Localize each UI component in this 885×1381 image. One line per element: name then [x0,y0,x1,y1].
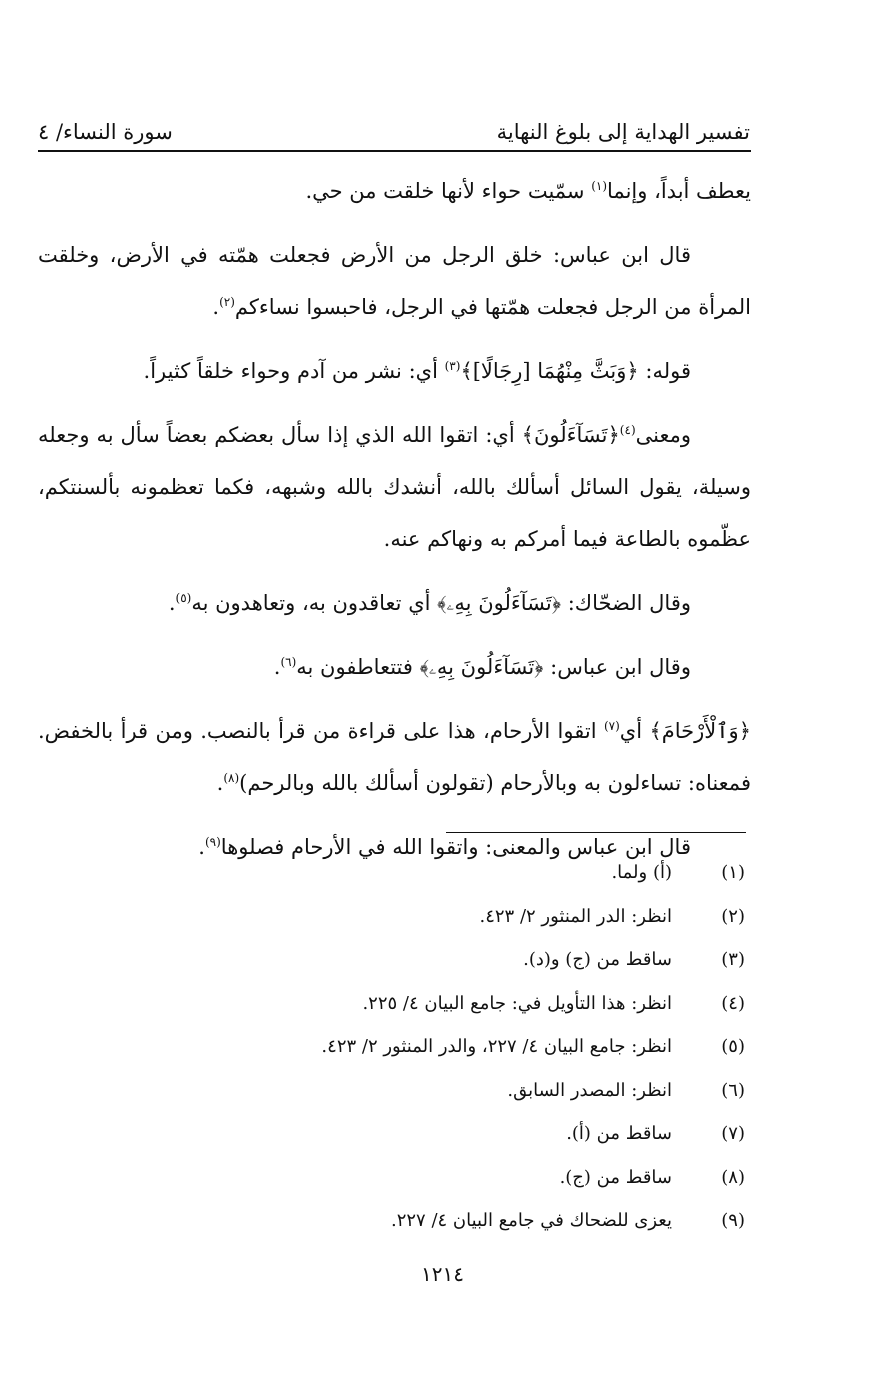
text-run: فتتعاطفون به [296,655,420,679]
text-run: قال ابن عباس: خلق الرجل من الأرض فجعلت همّته في الأرض، وخلقت المرأة من الرجل فجعلت همّتها في الرجل، فاحبسوا نساءكم [38,243,751,319]
footnote-item [38,1156,751,1200]
text-run: . [216,771,224,795]
footnote-ref: (٨) [223,771,240,785]
text-run: . [198,835,205,859]
text-run: وقال ابن عباس: [543,655,691,679]
footnote-number: (٦) [721,1079,745,1101]
text-run: أي تعاقدون به، وتعاهدون به [191,591,438,615]
text-run: سمّيت حواء لأنها خلقت من حي. [305,179,592,203]
footnote-text: انظر: جامع البيان ٤/ ٢٢٧، والدر المنثور ٢/ ٤٢٣. [321,1036,672,1057]
text-run: . [168,591,176,615]
footnote-item [38,1025,751,1069]
footnote-item [38,1199,751,1243]
footnote-text: يعزى للضحاك في جامع البيان ٤/ ٢٢٧. [390,1210,672,1231]
footnote-number: (٢) [721,905,745,927]
book-title: تفسير الهداية إلى بلوغ النهاية [496,120,750,144]
text-run: أي: اتقوا الله الذي إذا سأل بعضكم بعضاً سأل به وجعله وسيلة، يقول السائل أسألك بالله، أنشدك بالله وشبهه، فكما تعظمونه بألسنتكم، عظّموه بالطاعة فيما أمركم به ونهاكم عنه. [38,423,751,551]
text-run: قوله: [638,359,691,383]
paragraph-7 [38,705,751,809]
footnote-text: انظر: الدر المنثور ٢/ ٤٢٣. [479,905,672,927]
footnote-number: (١) [721,862,745,883]
footnote-text: ساقط من (ج) و(د). [523,949,672,970]
footnote-number: (٧) [721,1123,745,1144]
text-run: وقال الضحّاك: [561,591,691,615]
paragraph-5 [38,577,751,629]
text-run: . [273,655,281,679]
paragraph-6 [38,641,751,693]
footnote-number: (٩) [721,1210,745,1231]
footnote-text: (أ) ولما. [611,862,672,883]
text-run: ومعنى [635,423,691,447]
main-text [38,165,751,873]
header-divider [38,150,751,152]
footnote-ref: (٧) [603,719,620,733]
text-run: قال ابن عباس والمعنى: واتقوا الله في الأرحام فصلوها [220,835,691,859]
footnote-ref: (١) [591,179,608,193]
quran-verse: ﴿تَسَآءَلُونَ﴾ [521,423,620,447]
paragraph-3 [38,345,751,397]
footnote-text: انظر: هذا التأويل في: جامع البيان ٤/ ٢٢٥. [362,992,672,1014]
footnote-item [38,851,751,895]
paragraph-1 [38,165,751,217]
footnote-item [38,938,751,982]
footnote-text: ساقط من (أ). [566,1123,672,1144]
footnote-item [38,1112,751,1156]
footnote-text: ساقط من (ج). [559,1166,672,1188]
footnote-ref: (٩) [204,835,221,849]
footnote-item [38,1069,751,1113]
footnote-ref: (٢) [219,295,235,309]
text-run: يعطف أبداً، وإنما [607,179,751,203]
footnote-number: (٥) [721,1036,745,1057]
running-header [38,104,750,144]
footnote-ref: (٥) [175,591,192,605]
footnote-text: انظر: المصدر السابق. [507,1079,672,1101]
footnote-item [38,895,751,939]
quran-verse: ﴿تَسَآءَلُونَ بِهِۦ﴾ [419,655,544,679]
quran-verse: ﴿تَسَآءَلُونَ بِهِۦ﴾ [437,591,562,615]
quran-verse: ﴿وَٱلْأَرْحَامَ﴾ [649,719,751,743]
surah-label: سورة النساء/ ٤ [38,120,173,144]
footnote-item [38,982,751,1026]
footnote-ref: (٦) [280,655,297,669]
text-run: أي: نشر من آدم وحواء خلقاً كثيراً. [143,359,445,383]
footnote-number: (٣) [721,949,745,970]
page-number: ١٢١٤ [421,1262,464,1286]
quran-verse: ﴿وَبَثَّ مِنْهُمَا [رِجَالًا]﴾ [460,359,639,383]
footnotes-list [38,851,751,1243]
text-run: . [212,295,220,319]
paragraph-2 [38,229,751,333]
footnote-ref: (٤) [619,423,636,437]
text-run: أي [619,719,650,743]
footnote-number: (٤) [721,992,745,1014]
footnote-ref: (٣) [444,359,461,373]
paragraph-4 [38,409,751,565]
footnote-divider [446,832,746,833]
text-run: اتقوا الأرحام، هذا على قراءة من قرأ بالنصب. ومن قرأ بالخفض. فمعناه: تساءلون به وبالأرحام (تقولون أسألك بالله وبالرحم) [38,719,751,795]
footnote-number: (٨) [721,1166,745,1188]
